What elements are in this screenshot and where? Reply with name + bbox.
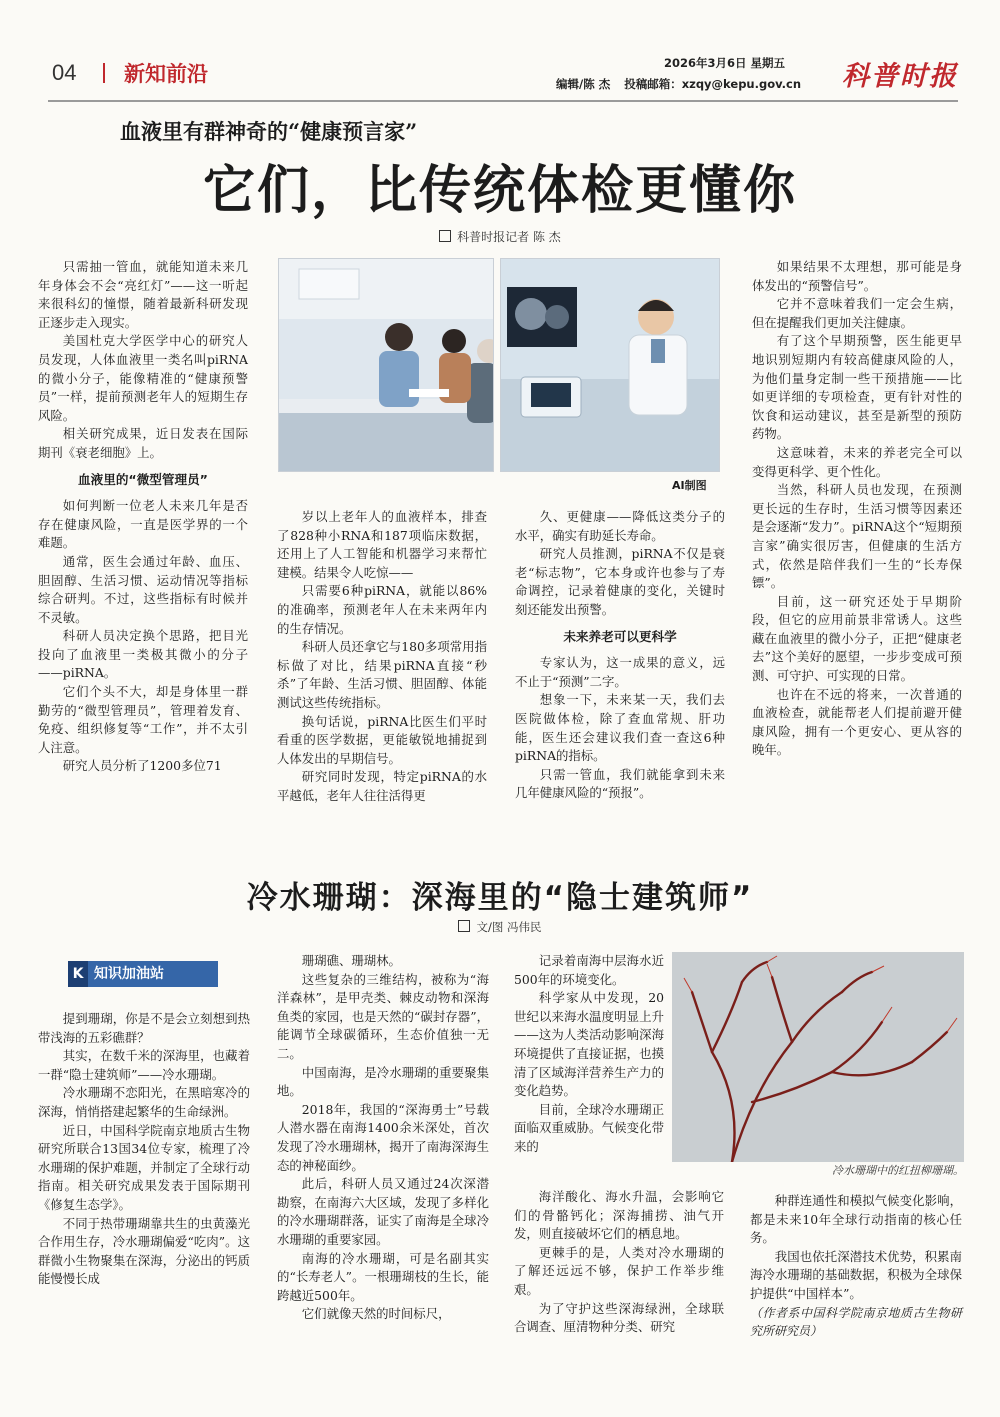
paragraph: 近日，中国科学院南京地质古生物研究所联合13国34位专家，梳理了冷水珊瑚的保护难题，并制定了全球行动指南。相关研究成果发表于国际期刊《修复生态学》。 [38,1122,250,1212]
paragraph: 其实，在数千米的深海里，也藏着一群“隐士建筑师”——冷水珊瑚。 [38,1048,250,1082]
coral-caption: 冷水珊瑚中的红扭柳珊瑚。 [832,1164,964,1177]
col3-paragraphs [515,508,725,620]
paragraph: 科研人员决定换个思路，把目光投向了血液里一类极其微小的分子——piRNA。 [38,628,248,681]
article2-column-3-bottom [514,1188,724,1337]
paragraph: 科学家从中发现，20世纪以来海水温度明显上升——这为人类活动影响深海环境提供了直接证据，也摸清了区域海洋营养生产力的变化趋势。 [514,990,664,1099]
paragraph: 只需要6种piRNA，就能以86%的准确率，预测老年人在未来两年内的生存情况。 [277,583,487,636]
paragraph: 有了这个早期预警，医生能更早地识别短期内有较高健康风险的人，为他们量身定制一些干预措施——比如更详细的专项检查，更有针对性的饮食和运动建议，甚至是新型的预防药物。 [752,333,962,442]
col4-paragraphs [750,1192,962,1304]
paragraph: 南海的冷水珊瑚，可是名副其实的“长寿老人”。一根珊瑚枝的生长，能跨越近500年。 [277,1250,489,1303]
article2-column-1 [38,1010,250,1289]
illustration-doctor-scan [500,258,720,472]
knowledge-badge [68,961,218,987]
paragraph: 久、更健康——降低这类分子的水平，确实有助延长寿命。 [515,509,725,543]
header-rule [48,100,958,102]
col3b-paragraphs [514,1188,724,1337]
paragraph: 海洋酸化、海水升温，会影响它们的骨骼钙化；深海捕捞、油气开发，则直接破坏它们的栖息地。 [514,1189,724,1242]
badge-label: 知识加油站 [94,966,164,982]
paragraph: 相关研究成果，近日发表在国际期刊《衰老细胞》上。 [38,426,248,460]
paragraph: 冷水珊瑚不恋阳光，在黑暗寒冷的深海，悄悄搭建起繁华的生命绿洲。 [38,1085,250,1119]
paragraph: 我国也依托深潜技术优势，积累南海冷水珊瑚的基础数据，积极为全球保护提供“中国样本”。 [750,1248,962,1301]
paragraph: 2018年，我国的“深海勇士”号载人潜水器在南海1400余米深处，首次发现了冷水珊瑚林，揭开了南海深海生态的神秘面纱。 [277,1101,489,1173]
paragraph: 如果结果不太理想，那可能是身体发出的“预警信号”。 [752,259,962,293]
paragraph: 它们就像天然的时间标尺， [301,1306,451,1322]
paragraph: 研究人员推测，piRNA不仅是衰老“标志物”，它本身或许也参与了寿命调控，记录着健康的变化，关键时刻还能发出预警。 [515,546,725,617]
col3b-paragraphs [515,654,725,803]
paragraph: 美国杜克大学医学中心的研究人员发现，人体血液里一类名叫piRNA的微小分子，能像精准的“健康预警员”一样，提前预测老年人的短期生存风险。 [38,333,248,423]
section-title: 新知前沿 [124,62,208,86]
col4-paragraphs [752,258,962,760]
paragraph: 它并不意味着我们一定会生病，但在提醒我们更加关注健康。 [752,296,962,330]
col2-paragraphs [277,508,487,806]
paragraph: 它们个头不大，却是身体里一群勤劳的“微型管理员”，管理着发育、免疫、组织修复等“工作”，并不太引人注意。 [38,684,248,755]
article2-column-3-top [514,952,664,1157]
paragraph: 想象一下，未来某一天，我们去医院做体检，除了查血常规、肝功能，医生还会建议我们查一查这6种piRNA的指标。 [515,692,725,764]
paragraph: 此后，科研人员又通过24次深潜勘察，在南海六大区域，发现了多样化的冷水珊瑚群落，证实了南海是全球冷水珊瑚的重要家园。 [277,1176,489,1247]
article1-column-4 [752,258,962,760]
paragraph: 也许在不远的将来，一次普通的血液检查，就能帮老人们提前避开健康风险，拥有一个更安心、更从容的晚年。 [752,686,962,758]
paragraph: 研究同时发现，特定piRNA的水平越低，老年人往往活得更 [277,769,487,803]
square-icon [458,920,470,932]
paragraph: 为了守护这些深海绿洲，全球联合调查、厘清物种分类、研究 [514,1300,724,1335]
article2-column-4 [750,1192,962,1341]
paragraph: 目前，这一研究还处于早期阶段，但它的应用前景非常诱人。这些藏在血液里的微小分子，正把“健康老去”这个美好的愿望，一步步变成可预测、可守护、可实现的日常。 [752,593,962,684]
col3-paragraphs [514,952,664,1157]
editor-info [556,76,815,92]
editor-name: 编辑/陈 杰 [556,77,611,91]
illustration-blood-draw [278,258,494,472]
article1-headline: 它们，比传统体检更懂你 [202,161,797,221]
paragraph: 科研人员还拿它与180多项常用指标做了对比，结果piRNA直接“秒杀”了年龄、生活习惯、胆固醇、体能测试这些传统指标。 [277,639,487,710]
paragraph: 只需抽一管血，就能知道未来几年身体会不会“亮红灯”——这一听起来很科幻的憧憬，随着最新科研发现正逐步走入现实。 [38,259,248,330]
byline-text: 科普时报记者 陈 杰 [457,230,561,244]
paragraph: 不同于热带珊瑚靠共生的虫黄藻光合作用生存，冷水珊瑚偏爱“吃肉”。这群微小生物聚集在深海，分泌出的钙质能慢慢长成 [38,1215,250,1287]
col1-paragraphs [38,258,248,463]
article2-column-2 [277,952,489,1324]
paragraph: 岁以上老年人的血液样本，排查了828种小RNA和187项临床数据，还用上了人工智能和机器学习来帮忙建模。结果令人吃惊—— [277,509,487,580]
coral-photo [672,952,964,1162]
col2-paragraphs [277,952,489,1324]
paragraph: 中国南海，是冷水珊瑚的重要聚集地。 [277,1064,489,1099]
col1b-paragraphs [38,497,248,776]
author-note: （作者系中国科学院南京地质古生物研究所研究员） [750,1305,962,1339]
paragraph: 研究人员分析了1200多位71 [62,758,222,774]
article1-byline [0,228,1000,245]
newspaper-masthead: 科普时报 [842,61,958,92]
subheading: 未来养老可以更科学 [563,628,677,644]
header-divider [103,63,105,83]
square-icon [439,230,451,242]
paragraph: 这意味着，未来的养老完全可以变得更科学、更个性化。 [752,444,962,479]
byline-text: 文/图 冯伟民 [476,920,542,934]
article2-headline: 冷水珊瑚：深海里的“隐士建筑师” [246,880,754,916]
article1-column-2 [277,508,487,806]
article2-byline [0,919,1000,935]
article1-column-1 [38,258,248,776]
subheading: 血液里的“微型管理员” [78,471,208,487]
issue-date: 2026年3月6日 星期五 [664,56,786,70]
badge-k-icon: K [68,961,88,987]
paragraph: 目前，全球冷水珊瑚正面临双重威胁。气候变化带来的 [514,1101,664,1154]
paragraph: 这些复杂的三维结构，被称为“海洋森林”，是甲壳类、棘皮动物和深海鱼类的家园，也是天然的“碳封存器”，能调节全球碳循环，生态价值独一无二。 [277,971,489,1061]
paragraph: 珊瑚礁、珊瑚林。 [301,953,401,968]
paragraph: 只需一管血，我们就能拿到未来几年健康风险的“预报”。 [515,766,725,801]
paragraph: 当然，科研人员也发现，在预测更长远的生存时，生活习惯等因素还是会逐渐“发力”。piRNA这个“短期预言家”确实很厉害，但健康的生活方式，依然是陪伴我们一生的“长寿保镖”。 [752,482,962,591]
paragraph: 更棘手的是，人类对冷水珊瑚的了解还远远不够，保护工作举步维艰。 [514,1244,724,1297]
paragraph: 如何判断一位老人未来几年是否存在健康风险，一直是医学界的一个难题。 [38,498,248,551]
image-credit: AI制图 [672,479,707,492]
contact-email: 投稿邮箱：xzqy@kepu.gov.cn [624,77,802,91]
paragraph: 种群连通性和模拟气候变化影响，都是未来10年全球行动指南的核心任务。 [750,1193,962,1246]
page-number: 04 [52,60,77,85]
article1-column-3 [515,508,725,803]
col1-paragraphs [38,1010,250,1289]
paragraph: 专家认为，这一成果的意义，远不止于“预测”二字。 [515,655,725,689]
paragraph: 换句话说，piRNA比医生们平时看重的医学数据，更能敏锐地捕捉到人体发出的早期信号。 [277,713,487,766]
paragraph: 提到珊瑚，你是不是会立刻想到热带浅海的五彩礁群？ [38,1011,250,1045]
paragraph: 记录着南海中层海水近500年的环境变化。 [514,953,664,987]
paragraph: 通常，医生会通过年龄、血压、胆固醇、生活习惯、运动情况等指标综合研判。不过，这些指标有时候并不灵敏。 [38,553,248,625]
article1-kicker: 血液里有群神奇的“健康预言家” [120,119,418,144]
